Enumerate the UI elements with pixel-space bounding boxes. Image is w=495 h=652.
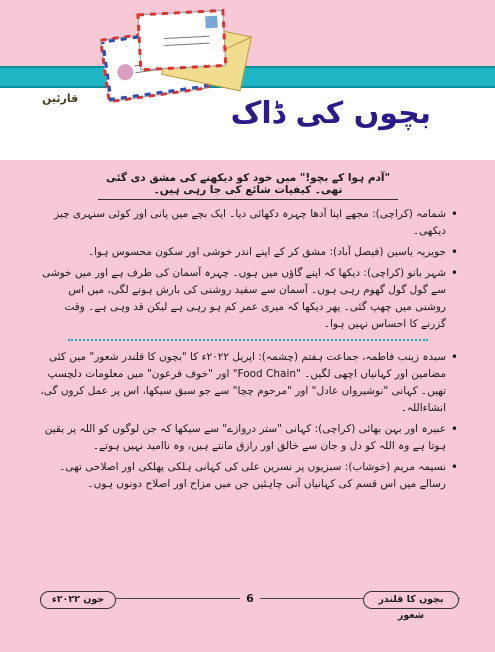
letter-item: • شہر بانو (کراچی): دیکھا کہ اپنے گاؤں میں ہوں۔ چہرہ آسمان کی طرف ہے اور میں خوشی سے گول گول گھوم رہی ہوں۔ آسمان سے سفید روشنی کی بارش ہونے لگی، میں اس روشنی میں چھپ گئی۔ پھر دیکھا کہ میری عمر کم ہو رہی ہے لیکن قد وہی ہے۔ وقت گزرنے کا احساس نہیں ہوا۔ [38,265,458,333]
letters-content [38,172,458,497]
readers-label: قارئین [42,92,79,105]
footer-magazine-name: بچوں کا قلندر شعور [363,591,459,609]
intro-text: "آدم ہوا کے بچو!" میں خود کو دیکھنے کی مشق دی گئی تھی۔ کیفیات شائع کی جا رہی ہیں۔ [98,172,398,200]
dotted-divider [68,339,428,341]
letter-item: • نسیمہ مریم (خوشاب): سبزیوں پر نسرین علی کی کہانی ہلکی پھلکی اور اصلاحی تھی۔ رسالے میں اس قسم کی کہانیاں آنی چاہئیں جن میں مزاح اور اصلاح دونوں ہوں۔ [38,459,458,493]
letter-item: • شمامہ (کراچی): مجھے اپنا آدھا چہرہ دکھائی دیا۔ ایک بچے میں پانی اور کوئی سنہری چیز دیکھی۔ [38,206,458,240]
footer-date: جون ۲۰۲۲ء [40,591,116,609]
section-title: بچوں کی ڈاک [230,96,431,131]
letter-item: • سیدہ زینب فاطمہ، جماعت ہفتم (چشمہ): اپریل ۲۰۲۲ء کا "بچوں کا قلندر شعور" میں کئی مضامین اور کہانیاں اچھی لگیں۔ "Food Chain" اور "خوف فرعون" میں معلومات دلچسپ تھیں۔ کہانی "نوشیرواں عادل" اور "مرحوم چچا" سے جو سبق سیکھا، اس پر عمل کروں گی، انشاءاللہ۔ [38,349,458,417]
letter-item: • عبیرہ اور بہن بھائی (کراچی): کہانی "ستر دروازے" سے سیکھا کہ جن لوگوں کو اللہ پر یقین ہوتا ہے وہ اللہ کو دل و جان سے خالق اور رازق مانتے ہیں، وہ ناامید نہیں ہوتے۔ [38,421,458,455]
page-number: 6 [240,592,260,605]
letter-item: • جویریہ یاسین (فیصل آباد): مشق کر کے اپنے اندر خوشی اور سکون محسوس ہوا۔ [38,244,458,261]
